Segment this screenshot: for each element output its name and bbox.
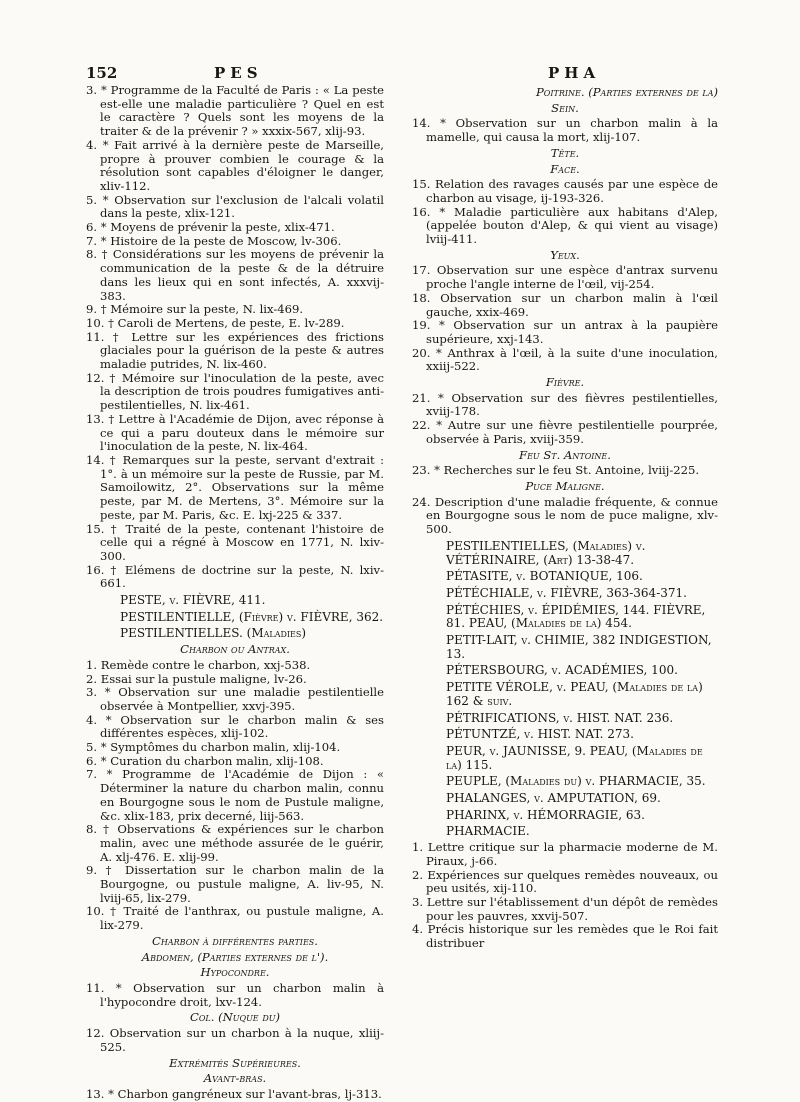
cross-reference: PÉTRIFICATIONS, v. HIST. NAT. 236.	[446, 710, 674, 725]
index-entry: 9. † Dissertation sur le charbon malin de la Bourgogne, ou pustule maligne, A. liv-95, N. lviij-65, lix-279.	[86, 863, 384, 905]
index-entry: 8. † Considérations sur les moyens de prévenir la communication de la peste & de la détruire dans les lieux qui en sont infectés, A. xxxvij-383.	[86, 247, 384, 303]
index-entry: 7. * Histoire de la peste de Moscow, lv-306.	[86, 233, 342, 248]
cross-reference: PEUPLE, (Maladies du) v. PHARMACIE, 35.	[446, 774, 706, 789]
index-entry: 14. † Remarques sur la peste, servant d'extrait : 1°. à un mémoire sur la peste de Russie, par M. Samoilowitz, 2°. Observations sur la même peste, par M. de Mertens, 3°. Mémoire sur la peste, par M. Paris, &c. E. lxj-225 & 337.	[86, 452, 384, 522]
index-entry: 11. * Observation sur un charbon malin à l'hypocondre droit, lxv-124.	[86, 981, 384, 1009]
cross-reference: PEUR, v. JAUNISSE, 9. PEAU, (Maladies de la) 115.	[446, 743, 703, 772]
index-entry: 5. * Observation sur l'exclusion de l'alcali volatil dans la peste, xlix-121.	[86, 192, 384, 221]
cross-reference: PESTE, v. FIÈVRE, 411.	[120, 593, 266, 608]
index-entry: 4. Précis historique sur les remèdes que le Roi fait distribuer	[412, 922, 718, 951]
index-entry: 6. * Curation du charbon malin, xlij-108.	[86, 753, 324, 768]
cross-reference: PESTILENTIELLES. (Maladies)	[120, 626, 307, 641]
index-entry: 13. † Lettre à l'Académie de Dijon, avec réponse à ce qui a paru douteux dans le mémoire sur l'inoculation de la peste, N. lix-464.	[86, 411, 384, 454]
left-column	[86, 84, 384, 1102]
section-heading: Puce Maligne.	[525, 478, 605, 493]
index-entry: 5. * Symptômes du charbon malin, xlij-104.	[86, 740, 341, 755]
index-entry: 16. † Elémens de doctrine sur la peste, N. lxiv-661.	[86, 562, 384, 591]
index-entry: 8. † Observations & expériences sur le charbon malin, avec une méthode assurée de le guérir, A. xlj-476. E. xlij-99.	[86, 822, 384, 864]
cross-reference: PHARMACIE.	[446, 824, 530, 839]
index-entry: 15. † Traité de la peste, contenant l'histoire de celle qui a régné à Moscow en 1771, N. lxiv-300.	[86, 521, 384, 563]
index-entry: 4. * Observation sur le charbon malin & ses différentes espèces, xlij-102.	[86, 712, 384, 741]
index-entry: 6. * Moyens de prévenir la peste, xlix-471.	[86, 220, 335, 235]
index-entry: 23. * Recherches sur le feu St. Antoine, lviij-225.	[412, 463, 700, 478]
cross-reference: PHALANGES, v. AMPUTATION, 69.	[446, 791, 661, 806]
index-entry: 16. * Maladie particulière aux habitans d'Alep, (appelée bouton d'Alep, & qui vient au visage) lviij-411.	[412, 204, 718, 247]
cross-reference: PESTILENTIELLES, (Maladies) v. VÉTÉRINAIRE, (Art) 13-38-47.	[446, 538, 646, 567]
index-entry: 4. * Fait arrivé à la dernière peste de Marseille, propre à prouver combien le courage & la résolution sont capables d'éloigner le danger, xliv-112.	[86, 137, 384, 193]
index-entry: 20. * Anthrax à l'œil, à la suite d'une inoculation, xxiij-522.	[412, 345, 718, 374]
index-entry: 17. Observation sur une espèce d'antrax survenu proche l'angle interne de l'œil, vij-254.	[412, 263, 718, 292]
index-entry: 13. * Charbon gangréneux sur l'avant-bras, lj-313.	[86, 1086, 382, 1101]
section-heading: Sein.	[551, 100, 579, 115]
index-entry: 12. Observation sur un charbon à la nuque, xliij-525.	[86, 1026, 384, 1054]
cross-reference: PÉTÉCHIALE, v. FIÈVRE, 363-364-371.	[446, 585, 687, 600]
index-entry: 3. * Programme de la Faculté de Paris : « La peste est-elle une maladie particulière ? Quel en est le caractère ? Quels sont les moyens de la traiter & de la prévenir ? » xxxix-567, xlij-93.	[86, 83, 384, 139]
index-entry: 1. Lettre critique sur la pharmacie moderne de M. Piraux, j-66.	[412, 840, 718, 868]
cross-reference: PHARINX, v. HÉMORRAGIE, 63.	[446, 807, 645, 822]
section-heading: Tête.	[550, 145, 580, 160]
cross-reference: PESTILENTIELLE, (Fièvre) v. FIÈVRE, 362.	[120, 609, 384, 624]
section-heading: Hypocondre.	[200, 965, 270, 980]
index-entry: 21. * Observation sur des fièvres pestilentielles, xviij-178.	[412, 390, 718, 419]
index-entry: 3. * Observation sur une maladie pestilentielle observée à Montpellier, xxvj-395.	[86, 685, 384, 713]
cross-reference: PETIT-LAIT, v. CHIMIE, 382 INDIGESTION, 13.	[446, 633, 712, 661]
cross-reference: PÉTERSBOURG, v. ACADÉMIES, 100.	[446, 663, 678, 678]
right-running-head: PHA	[548, 64, 601, 82]
left-running-head: PES	[214, 64, 263, 82]
section-heading: Charbon à différentes parties.	[152, 933, 318, 948]
index-entry: 24. Description d'une maladie fréquente, & connue en Bourgogne sous le nom de puce maligne, xlv-500.	[412, 494, 718, 537]
section-heading: Face.	[550, 161, 580, 176]
index-entry: 22. * Autre sur une fièvre pestilentielle pourprée, observée à Paris, xviij-359.	[412, 418, 718, 446]
section-heading: Charbon ou Antrax.	[180, 642, 290, 657]
index-entry: 14. * Observation sur un charbon malin à la mamelle, qui causa la mort, xlij-107.	[412, 116, 718, 145]
section-heading: Fièvre.	[545, 375, 585, 390]
index-entry: 9. † Mémoire sur la peste, N. lix-469.	[86, 302, 304, 317]
section-heading: Col. (Nuque du)	[189, 1010, 281, 1025]
index-entry: 15. Relation des ravages causés par une espèce de charbon au visage, ij-193-326.	[412, 177, 718, 205]
section-heading: Feu St. Antoine.	[519, 447, 611, 462]
section-heading: Yeux.	[550, 247, 580, 262]
index-entry: 1. Remède contre le charbon, xxj-538.	[86, 657, 311, 672]
cross-reference: PETITE VÉROLE, v. PEAU, (Maladies de la) 162 & suiv.	[446, 680, 703, 708]
index-entry: 2. Essai sur la pustule maligne, lv-26.	[86, 671, 307, 686]
index-entry: 11. † Lettre sur les expériences des frictions glaciales pour la guérison de la peste & autres maladie putrides, N. lix-460.	[86, 329, 384, 372]
index-entry: 7. * Programme de l'Académie de Dijon : « Déterminer la nature du charbon malin, connu en Bourgogne sous le nom de Pustule maligne, &c. xlix-183, prix decerné, liij-563.	[86, 767, 384, 823]
index-entry: 10. † Caroli de Mertens, de peste, E. lv-289.	[86, 315, 345, 330]
index-entry: 19. * Observation sur un antrax à la paupière supérieure, xxj-143.	[412, 318, 718, 346]
index-entry: 3. Lettre sur l'établissement d'un dépôt de remèdes pour les pauvres, xxvij-507.	[412, 894, 718, 923]
section-heading: Extrémités Supérieures.	[169, 1055, 301, 1070]
index-entry: 2. Expériences sur quelques remèdes nouveaux, ou peu usités, xij-110.	[412, 867, 718, 896]
cross-reference: PÉTÉCHIES, v. ÉPIDÉMIES, 144. FIÈVRE, 81. PEAU, (Maladies de la) 454.	[446, 602, 706, 631]
index-entry: 12. † Mémoire sur l'inoculation de la peste, avec la description de trois poudres fumigatives anti-pestilentielles, N. lix-461.	[86, 370, 384, 413]
index-entry: 18. Observation sur un charbon malin à l'œil gauche, xxix-469.	[412, 290, 718, 319]
cross-reference: PÉTUNTZÉ, v. HIST. NAT. 273.	[446, 727, 634, 742]
index-entry: 10. † Traité de l'anthrax, ou pustule maligne, A. lix-279.	[86, 904, 384, 933]
cross-reference: PÉTASITE, v. BOTANIQUE, 106.	[446, 569, 643, 584]
right-column	[412, 84, 718, 951]
page-number: 152	[86, 64, 118, 82]
section-heading: Poitrine. (Parties externes de la)	[535, 85, 718, 99]
section-heading: Abdomen, (Parties externes de l').	[141, 949, 329, 964]
section-heading: Avant-bras.	[203, 1071, 267, 1086]
